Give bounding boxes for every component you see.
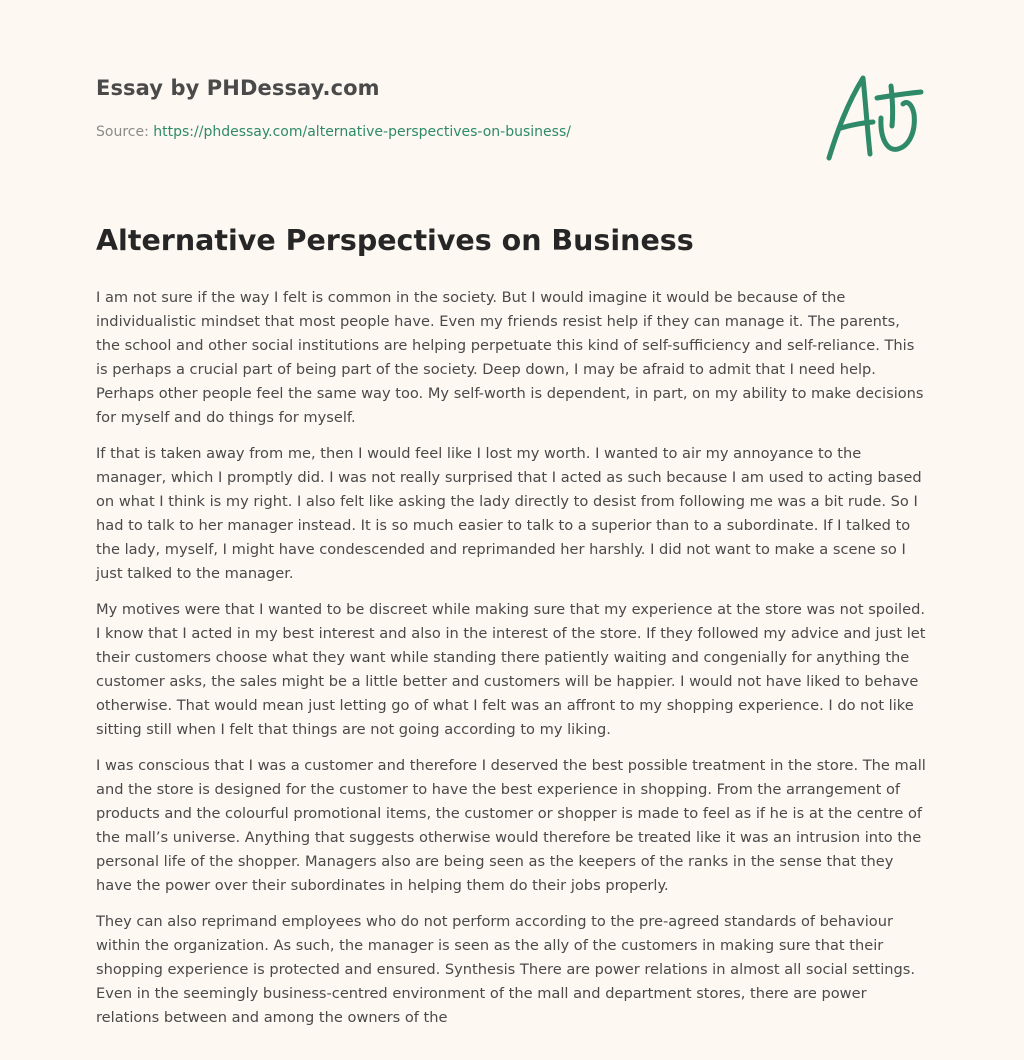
essay-page	[96, 0, 926, 1026]
essay-paragraph: If that is taken away from me, then I would feel like I lost my worth. I wanted to air my annoyance to the manager, which I promptly did. I was not really surprised that I acted as such because I am used to acting based on what I think is my right. I also felt like asking the lady directly to desist from following me was a bit rude. So I had to talk to her manager instead. It is so much easier to talk to a superior than to a subordinate. If I talked to the lady, myself, I might have condescended and reprimanded her harshly. I did not want to make a scene so I just talked to the manager.	[96, 445, 922, 582]
essay-paragraph: My motives were that I wanted to be discreet while making sure that my experience at the store was not spoiled. I know that I acted in my best interest and also in the interest of the store. If they followed my advice and just let their customers choose what they want while standing there patiently waiting and congenially for anything the customer asks, the sales might be a little better and customers will be happier. I would not have liked to behave otherwise. That would mean just letting go of what I felt was an affront to my shopping experience. I do not like sitting still when I felt that things are not going according to my liking.	[96, 601, 926, 738]
essay-paragraph: They can also reprimand employees who do not perform according to the pre-agreed standards of behaviour within the organization. As such, the manager is seen as the ally of the customers in making sure that their shopping experience is protected and ensured. Synthesis There are power relations in almost all social settings. Even in the seemingly business-centred environment of the mall and department stores, there are power relations between and among the owners of the	[96, 913, 916, 1026]
essay-title: Alternative Perspectives on Business	[96, 224, 694, 257]
source-line	[96, 124, 571, 140]
source-label: Source:	[96, 124, 149, 140]
essay-paragraph: I am not sure if the way I felt is common in the society. But I would imagine it would be because of the individualistic mindset that most people have. Even my friends resist help if they can manage it. The parents, the school and other social institutions are helping perpetuate this kind of self-sufficiency and self-reliance. This is perhaps a crucial part of being part of the society. Deep down, I may be afraid to admit that I need help. Perhaps other people feel the same way too. My self-worth is dependent, in part, on my ability to make decisions for myself and do things for myself.	[96, 289, 924, 426]
essay-paragraph: I was conscious that I was a customer and therefore I deserved the best possible treatment in the store. The mall and the store is designed for the customer to have the best experience in shopping. From the arrangement of products and the colourful promotional items, the customer or shopper is made to feel as if he is at the centre of the mall’s universe. Anything that suggests otherwise would therefore be treated like it was an intrusion into the personal life of the shopper. Managers also are being seen as the keepers of the ranks in the sense that they have the power over their subordinates in helping them do their jobs properly.	[96, 757, 926, 894]
brand-title: Essay by PHDessay.com	[96, 76, 380, 100]
source-link[interactable]: https://phdessay.com/alternative-perspectives-on-business/	[153, 124, 571, 140]
a-plus-logo-icon	[823, 66, 927, 164]
essay-header	[96, 0, 926, 200]
essay-body	[96, 286, 926, 1042]
